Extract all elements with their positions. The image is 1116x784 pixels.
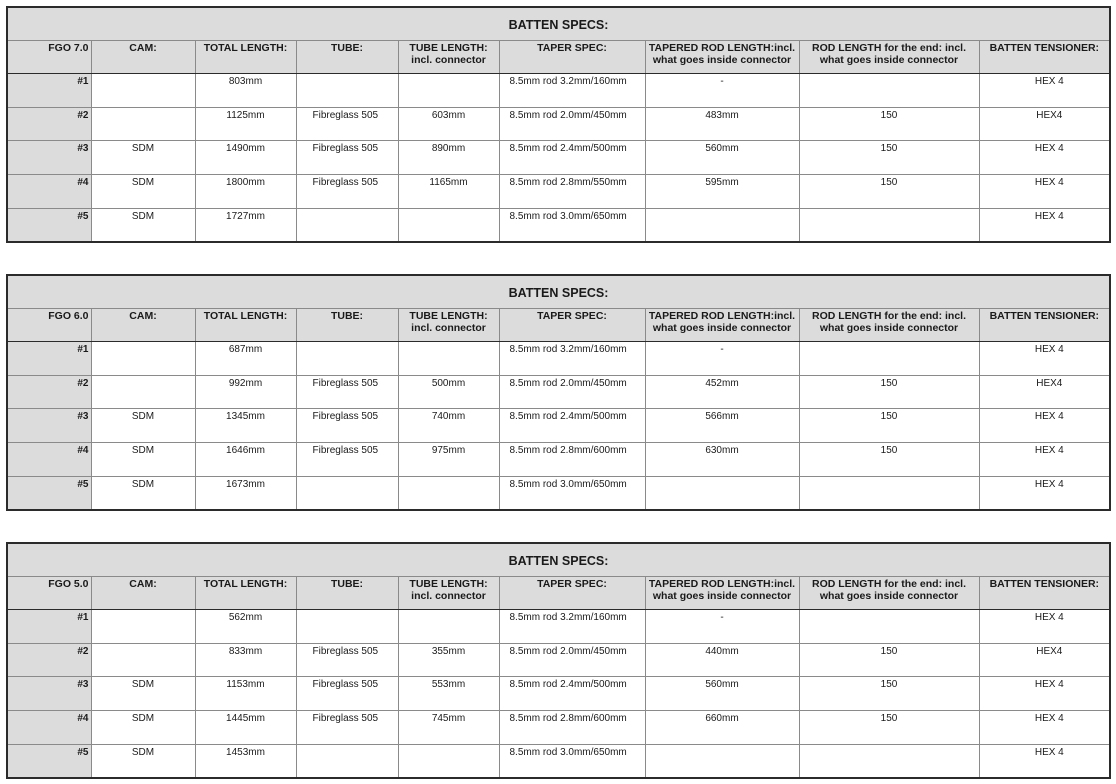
cell-tube: Fibreglass 505	[296, 375, 398, 409]
column-header-taper-spec: TAPER SPEC:	[499, 40, 645, 73]
cell-tube: Fibreglass 505	[296, 643, 398, 677]
table-row	[7, 677, 1110, 711]
table-row	[7, 175, 1110, 209]
batten-number: #4	[7, 711, 91, 745]
cell-total-length: 833mm	[195, 643, 296, 677]
cell-total-length: 1453mm	[195, 744, 296, 778]
cell-taper-spec: 8.5mm rod 2.0mm/450mm	[499, 375, 645, 409]
batten-number: #3	[7, 141, 91, 175]
cell-taper-spec: 8.5mm rod 2.0mm/450mm	[499, 643, 645, 677]
column-header-taper-spec: TAPER SPEC:	[499, 576, 645, 609]
cell-tapered-rod-length	[645, 476, 799, 510]
cell-tapered-rod-length: 560mm	[645, 677, 799, 711]
cell-tube	[296, 73, 398, 107]
table-title: BATTEN SPECS:	[7, 275, 1110, 308]
batten-number: #4	[7, 443, 91, 477]
cell-rod-length-end: 150	[799, 643, 979, 677]
cell-cam	[91, 73, 195, 107]
cell-cam	[91, 609, 195, 643]
column-header-tube: TUBE:	[296, 40, 398, 73]
cell-batten-tensioner: HEX 4	[979, 208, 1110, 242]
column-header-total-length: TOTAL LENGTH:	[195, 576, 296, 609]
table-row	[7, 107, 1110, 141]
column-header-tube-length: TUBE LENGTH: incl. connector	[398, 576, 499, 609]
cell-total-length: 1345mm	[195, 409, 296, 443]
cell-tapered-rod-length: -	[645, 609, 799, 643]
cell-rod-length-end	[799, 208, 979, 242]
batten-number: #1	[7, 341, 91, 375]
cell-rod-length-end: 150	[799, 141, 979, 175]
batten-specs-table	[6, 274, 1111, 511]
cell-tube-length: 890mm	[398, 141, 499, 175]
batten-number: #1	[7, 73, 91, 107]
batten-number: #2	[7, 643, 91, 677]
cell-cam	[91, 643, 195, 677]
batten-number: #5	[7, 476, 91, 510]
cell-tapered-rod-length: -	[645, 341, 799, 375]
cell-taper-spec: 8.5mm rod 2.4mm/500mm	[499, 677, 645, 711]
cell-tube-length: 355mm	[398, 643, 499, 677]
cell-cam: SDM	[91, 208, 195, 242]
cell-batten-tensioner: HEX 4	[979, 341, 1110, 375]
table-title: BATTEN SPECS:	[7, 543, 1110, 576]
cell-cam: SDM	[91, 711, 195, 745]
column-header-rod-length-end: ROD LENGTH for the end: incl. what goes inside connector	[799, 40, 979, 73]
column-header-cam: CAM:	[91, 40, 195, 73]
cell-total-length: 1490mm	[195, 141, 296, 175]
column-header-cam: CAM:	[91, 308, 195, 341]
cell-taper-spec: 8.5mm rod 3.0mm/650mm	[499, 208, 645, 242]
cell-cam	[91, 375, 195, 409]
cell-taper-spec: 8.5mm rod 2.4mm/500mm	[499, 409, 645, 443]
cell-batten-tensioner: HEX 4	[979, 73, 1110, 107]
cell-tapered-rod-length	[645, 744, 799, 778]
cell-batten-tensioner: HEX4	[979, 107, 1110, 141]
cell-taper-spec: 8.5mm rod 3.2mm/160mm	[499, 73, 645, 107]
table-row	[7, 409, 1110, 443]
model-name: FGO 5.0	[7, 576, 91, 609]
batten-number: #3	[7, 409, 91, 443]
cell-tube	[296, 341, 398, 375]
cell-rod-length-end	[799, 744, 979, 778]
cell-batten-tensioner: HEX 4	[979, 476, 1110, 510]
cell-cam	[91, 107, 195, 141]
cell-tube: Fibreglass 505	[296, 175, 398, 209]
cell-tapered-rod-length: 566mm	[645, 409, 799, 443]
cell-tapered-rod-length: -	[645, 73, 799, 107]
table-row	[7, 141, 1110, 175]
cell-cam: SDM	[91, 744, 195, 778]
column-header-tapered-rod-length: TAPERED ROD LENGTH:incl. what goes inside connector	[645, 308, 799, 341]
cell-cam	[91, 341, 195, 375]
cell-cam: SDM	[91, 677, 195, 711]
batten-number: #1	[7, 609, 91, 643]
cell-total-length: 1646mm	[195, 443, 296, 477]
cell-taper-spec: 8.5mm rod 3.0mm/650mm	[499, 744, 645, 778]
cell-cam: SDM	[91, 175, 195, 209]
cell-taper-spec: 8.5mm rod 2.0mm/450mm	[499, 107, 645, 141]
cell-tube-length	[398, 208, 499, 242]
batten-specs-table	[6, 542, 1111, 779]
column-header-batten-tensioner: BATTEN TENSIONER:	[979, 576, 1110, 609]
cell-total-length: 803mm	[195, 73, 296, 107]
cell-total-length: 562mm	[195, 609, 296, 643]
cell-rod-length-end: 150	[799, 175, 979, 209]
cell-cam: SDM	[91, 476, 195, 510]
cell-taper-spec: 8.5mm rod 2.8mm/550mm	[499, 175, 645, 209]
cell-tube-length	[398, 341, 499, 375]
cell-taper-spec: 8.5mm rod 2.8mm/600mm	[499, 443, 645, 477]
cell-rod-length-end: 150	[799, 409, 979, 443]
column-header-tube: TUBE:	[296, 308, 398, 341]
cell-rod-length-end	[799, 609, 979, 643]
model-name: FGO 6.0	[7, 308, 91, 341]
cell-taper-spec: 8.5mm rod 3.2mm/160mm	[499, 609, 645, 643]
column-header-total-length: TOTAL LENGTH:	[195, 40, 296, 73]
column-header-tube-length: TUBE LENGTH: incl. connector	[398, 40, 499, 73]
cell-tapered-rod-length: 440mm	[645, 643, 799, 677]
cell-total-length: 1727mm	[195, 208, 296, 242]
column-header-tube: TUBE:	[296, 576, 398, 609]
cell-rod-length-end: 150	[799, 711, 979, 745]
table-row	[7, 643, 1110, 677]
cell-tube-length	[398, 476, 499, 510]
table-row	[7, 375, 1110, 409]
cell-total-length: 1445mm	[195, 711, 296, 745]
cell-total-length: 687mm	[195, 341, 296, 375]
cell-tube-length: 745mm	[398, 711, 499, 745]
cell-tube-length: 1165mm	[398, 175, 499, 209]
cell-rod-length-end: 150	[799, 375, 979, 409]
cell-tube	[296, 476, 398, 510]
cell-cam: SDM	[91, 443, 195, 477]
cell-tube-length: 500mm	[398, 375, 499, 409]
cell-taper-spec: 8.5mm rod 2.4mm/500mm	[499, 141, 645, 175]
model-name: FGO 7.0	[7, 40, 91, 73]
cell-rod-length-end: 150	[799, 107, 979, 141]
cell-batten-tensioner: HEX 4	[979, 175, 1110, 209]
cell-batten-tensioner: HEX 4	[979, 409, 1110, 443]
cell-taper-spec: 8.5mm rod 3.2mm/160mm	[499, 341, 645, 375]
column-header-batten-tensioner: BATTEN TENSIONER:	[979, 40, 1110, 73]
cell-batten-tensioner: HEX4	[979, 375, 1110, 409]
cell-tapered-rod-length: 483mm	[645, 107, 799, 141]
cell-total-length: 1673mm	[195, 476, 296, 510]
batten-specs-table	[6, 6, 1111, 243]
table-row	[7, 744, 1110, 778]
batten-number: #5	[7, 208, 91, 242]
column-header-rod-length-end: ROD LENGTH for the end: incl. what goes inside connector	[799, 308, 979, 341]
column-header-cam: CAM:	[91, 576, 195, 609]
cell-rod-length-end	[799, 73, 979, 107]
cell-tube-length: 553mm	[398, 677, 499, 711]
cell-tube-length: 975mm	[398, 443, 499, 477]
cell-cam: SDM	[91, 409, 195, 443]
column-header-taper-spec: TAPER SPEC:	[499, 308, 645, 341]
cell-tube-length: 740mm	[398, 409, 499, 443]
column-header-tapered-rod-length: TAPERED ROD LENGTH:incl. what goes inside connector	[645, 576, 799, 609]
cell-taper-spec: 8.5mm rod 2.8mm/600mm	[499, 711, 645, 745]
cell-rod-length-end	[799, 341, 979, 375]
cell-total-length: 1800mm	[195, 175, 296, 209]
cell-tube	[296, 744, 398, 778]
cell-tapered-rod-length	[645, 208, 799, 242]
table-title: BATTEN SPECS:	[7, 7, 1110, 40]
cell-tube-length	[398, 609, 499, 643]
cell-batten-tensioner: HEX 4	[979, 141, 1110, 175]
cell-tapered-rod-length: 595mm	[645, 175, 799, 209]
cell-batten-tensioner: HEX 4	[979, 443, 1110, 477]
table-row	[7, 341, 1110, 375]
cell-tube: Fibreglass 505	[296, 711, 398, 745]
cell-tapered-rod-length: 660mm	[645, 711, 799, 745]
cell-total-length: 1153mm	[195, 677, 296, 711]
cell-tapered-rod-length: 452mm	[645, 375, 799, 409]
cell-total-length: 992mm	[195, 375, 296, 409]
cell-tube: Fibreglass 505	[296, 443, 398, 477]
cell-batten-tensioner: HEX4	[979, 643, 1110, 677]
cell-batten-tensioner: HEX 4	[979, 677, 1110, 711]
cell-taper-spec: 8.5mm rod 3.0mm/650mm	[499, 476, 645, 510]
cell-tube-length: 603mm	[398, 107, 499, 141]
cell-tube-length	[398, 744, 499, 778]
cell-tube: Fibreglass 505	[296, 677, 398, 711]
column-header-total-length: TOTAL LENGTH:	[195, 308, 296, 341]
table-row	[7, 208, 1110, 242]
cell-rod-length-end: 150	[799, 677, 979, 711]
table-row	[7, 73, 1110, 107]
table-row	[7, 609, 1110, 643]
batten-number: #4	[7, 175, 91, 209]
table-row	[7, 476, 1110, 510]
column-header-rod-length-end: ROD LENGTH for the end: incl. what goes inside connector	[799, 576, 979, 609]
cell-tube: Fibreglass 505	[296, 409, 398, 443]
column-header-batten-tensioner: BATTEN TENSIONER:	[979, 308, 1110, 341]
cell-batten-tensioner: HEX 4	[979, 609, 1110, 643]
batten-number: #5	[7, 744, 91, 778]
cell-total-length: 1125mm	[195, 107, 296, 141]
cell-tapered-rod-length: 630mm	[645, 443, 799, 477]
table-row	[7, 443, 1110, 477]
cell-tube-length	[398, 73, 499, 107]
batten-number: #3	[7, 677, 91, 711]
cell-tube: Fibreglass 505	[296, 141, 398, 175]
cell-tapered-rod-length: 560mm	[645, 141, 799, 175]
column-header-tube-length: TUBE LENGTH: incl. connector	[398, 308, 499, 341]
column-header-tapered-rod-length: TAPERED ROD LENGTH:incl. what goes inside connector	[645, 40, 799, 73]
cell-cam: SDM	[91, 141, 195, 175]
cell-batten-tensioner: HEX 4	[979, 711, 1110, 745]
cell-tube: Fibreglass 505	[296, 107, 398, 141]
cell-tube	[296, 208, 398, 242]
cell-rod-length-end	[799, 476, 979, 510]
cell-batten-tensioner: HEX 4	[979, 744, 1110, 778]
cell-tube	[296, 609, 398, 643]
batten-number: #2	[7, 375, 91, 409]
table-row	[7, 711, 1110, 745]
batten-number: #2	[7, 107, 91, 141]
cell-rod-length-end: 150	[799, 443, 979, 477]
